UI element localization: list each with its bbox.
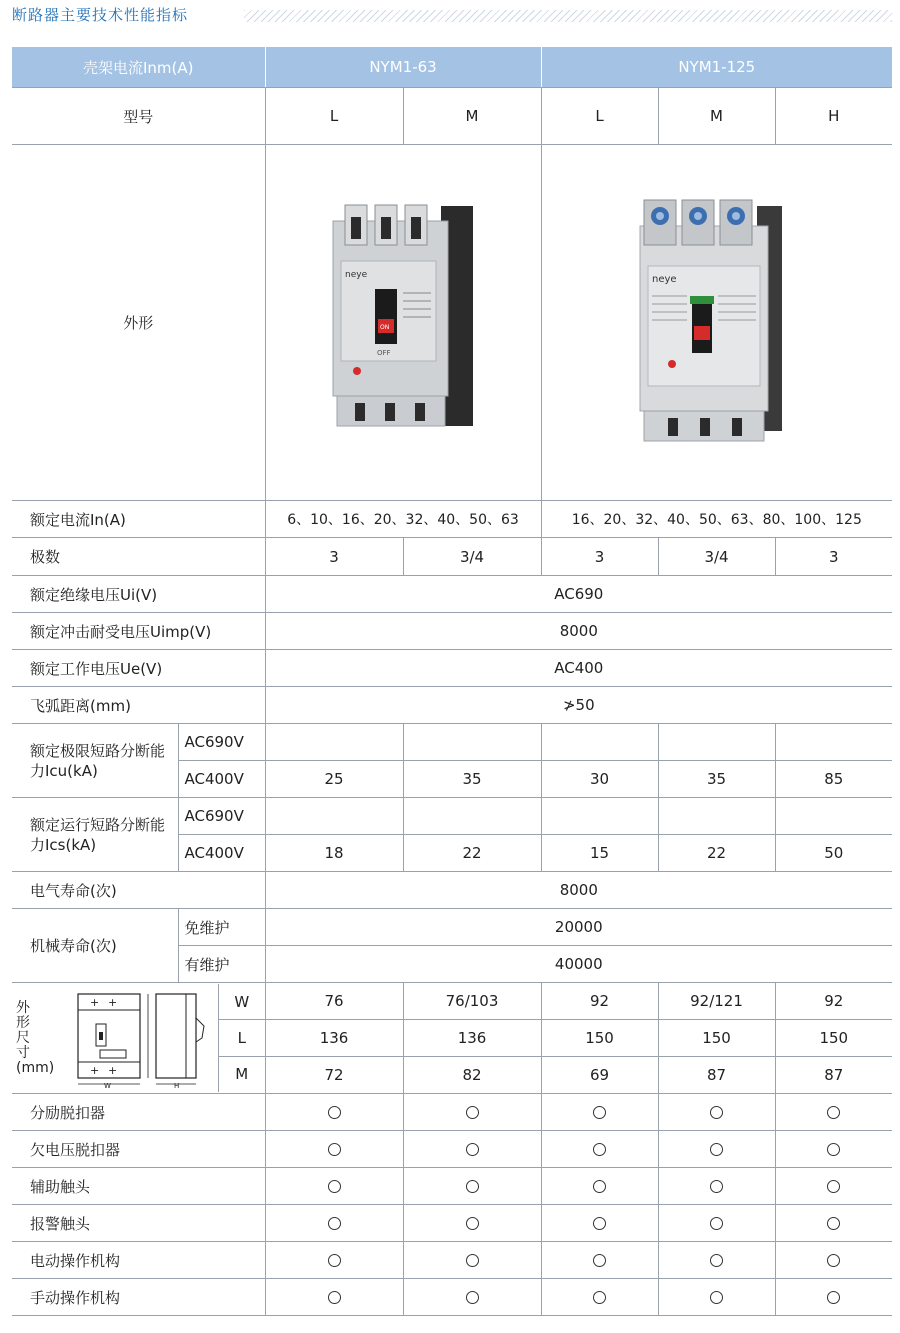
option-cell [541, 1094, 658, 1131]
mechanical-life-value-free: 20000 [265, 909, 892, 946]
optional-circle-icon [328, 1291, 341, 1304]
poles-value: 3/4 [658, 538, 775, 576]
poles-row [12, 538, 892, 576]
option-cell [403, 1242, 541, 1279]
mechanical-life-label: 机械寿命(次) [12, 909, 178, 983]
accessory-row [12, 1094, 892, 1131]
option-cell [265, 1205, 403, 1242]
arc-distance-value: ≯50 [265, 687, 892, 724]
header-series-63: NYM1-63 [265, 47, 541, 88]
dimension-row-w [12, 983, 892, 1020]
optional-circle-icon [593, 1106, 606, 1119]
option-cell [658, 1094, 775, 1131]
dimension-m-value: 87 [658, 1057, 775, 1094]
option-cell [403, 1168, 541, 1205]
dimension-l-value: 150 [775, 1020, 892, 1057]
dimension-m-value: 72 [265, 1057, 403, 1094]
icu-ac400-value: 35 [658, 761, 775, 798]
optional-circle-icon [328, 1143, 341, 1156]
option-cell [265, 1168, 403, 1205]
option-cell [265, 1131, 403, 1168]
icu-ac690-value [775, 724, 892, 761]
appearance-row [12, 145, 892, 501]
dimension-l-value: 136 [265, 1020, 403, 1057]
icu-label: 额定极限短路分断能力Icu(kA) [12, 724, 178, 798]
option-cell [775, 1168, 892, 1205]
svg-text:neye: neye [345, 269, 368, 280]
dimension-label-cell [12, 983, 265, 1094]
svg-text:W: W [104, 1082, 111, 1088]
optional-circle-icon [593, 1143, 606, 1156]
operating-voltage-label: 额定工作电压Ue(V) [12, 650, 265, 687]
insulation-voltage-row [12, 576, 892, 613]
optional-circle-icon [466, 1291, 479, 1304]
dimension-w-value: 76/103 [403, 983, 541, 1020]
dimension-w-value: 76 [265, 983, 403, 1020]
dimension-m-value: 87 [775, 1057, 892, 1094]
ics-ac690-value [541, 798, 658, 835]
dimension-m-value: 82 [403, 1057, 541, 1094]
ics-ac690-value [658, 798, 775, 835]
option-cell [775, 1205, 892, 1242]
breaker-125-illustration [632, 196, 802, 446]
optional-circle-icon [710, 1254, 723, 1267]
header-series-125: NYM1-125 [541, 47, 892, 88]
model-value: H [775, 88, 892, 145]
option-cell [658, 1168, 775, 1205]
operating-voltage-row [12, 650, 892, 687]
dimension-key-w: W [219, 984, 265, 1020]
option-cell [541, 1205, 658, 1242]
model-value: L [265, 88, 403, 145]
svg-text:+: + [90, 996, 100, 1009]
ics-ac400-value: 22 [658, 835, 775, 872]
optional-circle-icon [593, 1254, 606, 1267]
svg-text:neye: neye [651, 273, 677, 285]
icu-ac400-value: 25 [265, 761, 403, 798]
optional-circle-icon [328, 1217, 341, 1230]
dimension-label-wrap [12, 984, 265, 1092]
dimension-diagram [38, 988, 218, 1088]
svg-text:+: + [108, 996, 118, 1009]
ics-ac690-value [403, 798, 541, 835]
operating-voltage-value: AC400 [265, 650, 892, 687]
option-cell [541, 1242, 658, 1279]
model-value: L [541, 88, 658, 145]
svg-text:OFF: OFF [377, 348, 391, 357]
option-cell [403, 1205, 541, 1242]
poles-value: 3 [265, 538, 403, 576]
accessory-label: 欠电压脱扣器 [12, 1131, 265, 1168]
poles-value: 3 [775, 538, 892, 576]
icu-row-ac690 [12, 724, 892, 761]
dimension-key-m: M [235, 1065, 249, 1084]
header-frame-current: 壳架电流Inm(A) [12, 47, 265, 88]
optional-circle-icon [827, 1180, 840, 1193]
electrical-life-value: 8000 [265, 872, 892, 909]
icu-sub-ac400: AC400V [178, 761, 265, 798]
section-title-bar [12, 4, 892, 26]
optional-circle-icon [328, 1106, 341, 1119]
optional-circle-icon [710, 1217, 723, 1230]
dimension-keys [218, 984, 265, 1092]
option-cell [658, 1205, 775, 1242]
dimension-w-value: 92 [775, 983, 892, 1020]
ics-ac690-value [265, 798, 403, 835]
optional-circle-icon [710, 1143, 723, 1156]
option-cell [265, 1242, 403, 1279]
impulse-voltage-value: 8000 [265, 613, 892, 650]
ics-ac400-value: 18 [265, 835, 403, 872]
optional-circle-icon [593, 1180, 606, 1193]
accessory-label: 分励脱扣器 [12, 1094, 265, 1131]
optional-circle-icon [827, 1254, 840, 1267]
accessory-row [12, 1168, 892, 1205]
dimension-l-value: 150 [658, 1020, 775, 1057]
poles-value: 3 [541, 538, 658, 576]
breaker-image-63 [265, 145, 541, 501]
accessory-row [12, 1131, 892, 1168]
optional-circle-icon [466, 1180, 479, 1193]
option-cell [403, 1279, 541, 1316]
icu-ac400-value: 85 [775, 761, 892, 798]
option-cell [265, 1279, 403, 1316]
insulation-voltage-label: 额定绝缘电压Ui(V) [12, 576, 265, 613]
optional-circle-icon [827, 1106, 840, 1119]
ics-label: 额定运行短路分断能力Ics(kA) [12, 798, 178, 872]
optional-circle-icon [328, 1254, 341, 1267]
option-cell [265, 1094, 403, 1131]
option-cell [775, 1094, 892, 1131]
dimension-l-value: 136 [403, 1020, 541, 1057]
mechanical-life-row-free [12, 909, 892, 946]
ics-ac400-value: 15 [541, 835, 658, 872]
optional-circle-icon [593, 1217, 606, 1230]
rated-current-row [12, 501, 892, 538]
svg-text:ON: ON [380, 323, 390, 331]
insulation-voltage-value: AC690 [265, 576, 892, 613]
mechanical-life-sub-free: 免维护 [178, 909, 265, 946]
optional-circle-icon [710, 1291, 723, 1304]
arc-distance-row [12, 687, 892, 724]
option-cell [658, 1279, 775, 1316]
option-cell [775, 1279, 892, 1316]
optional-circle-icon [466, 1217, 479, 1230]
rated-current-63: 6、10、16、20、32、40、50、63 [265, 501, 541, 538]
optional-circle-icon [466, 1106, 479, 1119]
rated-current-label: 额定电流In(A) [12, 501, 265, 538]
svg-text:+: + [90, 1064, 100, 1077]
icu-ac400-value: 30 [541, 761, 658, 798]
icu-ac690-value [265, 724, 403, 761]
poles-label: 极数 [12, 538, 265, 576]
ics-sub-ac690: AC690V [178, 798, 265, 835]
breaker-63-illustration [323, 201, 483, 441]
option-cell [775, 1242, 892, 1279]
dimension-label: 外形尺寸(mm) [16, 999, 55, 1076]
ics-row-ac690 [12, 798, 892, 835]
section-title: 断路器主要技术性能指标 [12, 6, 189, 24]
dimension-w-value: 92/121 [658, 983, 775, 1020]
svg-text:+: + [108, 1064, 118, 1077]
optional-circle-icon [710, 1106, 723, 1119]
ics-ac400-value: 50 [775, 835, 892, 872]
optional-circle-icon [466, 1254, 479, 1267]
icu-ac690-value [541, 724, 658, 761]
mechanical-life-sub-maint: 有维护 [178, 946, 265, 983]
model-row [12, 88, 892, 145]
dimension-label-column [16, 999, 55, 1076]
dimension-w-value: 92 [541, 983, 658, 1020]
option-cell [541, 1279, 658, 1316]
accessory-label: 报警触头 [12, 1205, 265, 1242]
title-decoration [244, 10, 892, 22]
impulse-voltage-label: 额定冲击耐受电压Uimp(V) [12, 613, 265, 650]
electrical-life-row [12, 872, 892, 909]
ics-sub-ac400: AC400V [178, 835, 265, 872]
electrical-life-label: 电气寿命(次) [12, 872, 265, 909]
dimension-l-value: 150 [541, 1020, 658, 1057]
icu-ac400-value: 35 [403, 761, 541, 798]
model-value: M [658, 88, 775, 145]
option-cell [658, 1131, 775, 1168]
optional-circle-icon [827, 1143, 840, 1156]
model-value: M [403, 88, 541, 145]
spec-table [12, 47, 892, 1316]
model-label: 型号 [12, 88, 265, 145]
accessory-label: 电动操作机构 [12, 1242, 265, 1279]
optional-circle-icon [827, 1217, 840, 1230]
accessory-label: 手动操作机构 [12, 1279, 265, 1316]
optional-circle-icon [593, 1291, 606, 1304]
icu-ac690-value [403, 724, 541, 761]
accessory-row [12, 1242, 892, 1279]
rated-current-125: 16、20、32、40、50、63、80、100、125 [541, 501, 892, 538]
poles-value: 3/4 [403, 538, 541, 576]
optional-circle-icon [328, 1180, 341, 1193]
accessory-row [12, 1279, 892, 1316]
breaker-image-125 [541, 145, 892, 501]
option-cell [541, 1168, 658, 1205]
mechanical-life-value-maint: 40000 [265, 946, 892, 983]
option-cell [403, 1131, 541, 1168]
icu-sub-ac690: AC690V [178, 724, 265, 761]
appearance-label: 外形 [12, 145, 265, 501]
ics-ac400-value: 22 [403, 835, 541, 872]
option-cell [658, 1242, 775, 1279]
svg-text:H: H [174, 1082, 180, 1088]
dimension-m-value: 69 [541, 1057, 658, 1094]
icu-ac690-value [658, 724, 775, 761]
option-cell [775, 1131, 892, 1168]
accessory-row [12, 1205, 892, 1242]
optional-circle-icon [827, 1291, 840, 1304]
dimension-key-l: L [219, 1020, 265, 1056]
ics-ac690-value [775, 798, 892, 835]
impulse-voltage-row [12, 613, 892, 650]
header-row [12, 47, 892, 88]
accessory-label: 辅助触头 [12, 1168, 265, 1205]
option-cell [403, 1094, 541, 1131]
optional-circle-icon [466, 1143, 479, 1156]
option-cell [541, 1131, 658, 1168]
optional-circle-icon [710, 1180, 723, 1193]
arc-distance-label: 飞弧距离(mm) [12, 687, 265, 724]
